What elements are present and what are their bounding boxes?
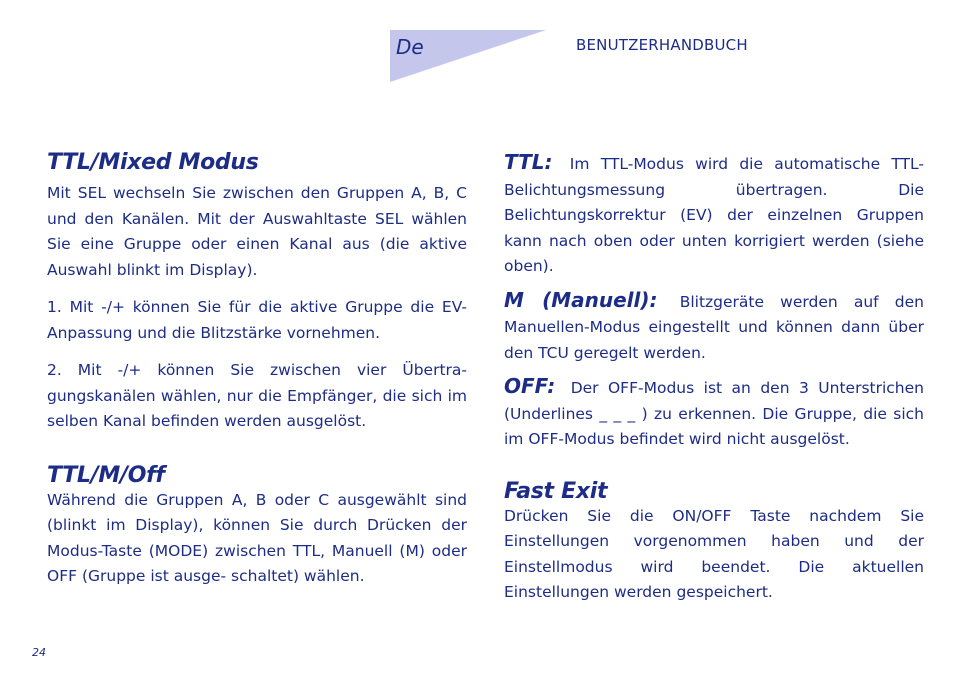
paragraph-fast-exit: Drücken Sie die ON/OFF Taste nachdem Sie Einstellungen vorgenommen haben und der Einstellmodus wird beendet. Die aktuellen Einstellungen werden gespeichert. xyxy=(504,506,924,601)
paragraph-ttl xyxy=(504,150,924,280)
paragraph-off xyxy=(504,374,924,453)
right-column xyxy=(504,150,924,606)
left-column xyxy=(47,150,467,590)
section-heading-fast-exit: Fast Exit xyxy=(504,478,608,504)
paragraph-sel: Mit SEL wechseln Sie zwischen den Gruppen A, B, C und den Kanälen. Mit der Auswahltaste SEL wählen Sie eine Gruppe oder einen Kanal aus (die aktive Auswahl blinkt im Display). xyxy=(47,184,467,279)
paragraph-step-1: 1. Mit -/+ können Sie für die aktive Gruppe die EV-Anpassung und die Blitzstärke vornehmen. xyxy=(47,298,467,342)
paragraph-mode-key: Während die Gruppen A, B oder C ausgewählt sind (blinkt im Display), können Sie durch Drücken der Modus-Taste (MODE) zwischen TTL, Manuell (M) oder OFF (Gruppe ist ausge- schaltet) wählen. xyxy=(47,490,467,585)
section-heading-ttl-mixed: TTL/Mixed Modus xyxy=(47,150,259,175)
paragraph-manual xyxy=(504,288,924,367)
lead-ttl: TTL: xyxy=(504,150,553,174)
manual-title: BENUTZERHANDBUCH xyxy=(576,36,748,54)
text-ttl: Im TTL-Modus wird die automatische TTL-Belichtungsmessung übertragen. Die Belichtungskorrektur (EV) der einzelnen Gruppen kann nach oben oder unten korrigiert werden (siehe oben). xyxy=(504,155,924,275)
paragraph-step-2: 2. Mit -/+ können Sie zwischen vier Übertra- gungskanälen wählen, nur die Empfänger, die sich im selben Kanal befinden werden ausgelöst. xyxy=(47,361,467,430)
lead-manual: M (Manuell): xyxy=(504,287,658,312)
lead-off: OFF: xyxy=(504,374,556,398)
language-label: De xyxy=(396,35,424,59)
text-off: Der OFF-Modus ist an den 3 Unterstrichen (Underlines _ _ _ ) zu erkennen. Die Gruppe, die sich im OFF-Modus befindet wird nicht ausgelöst. xyxy=(504,379,924,448)
section-heading-ttl-m-off: TTL/M/Off xyxy=(47,462,165,488)
page-number: 24 xyxy=(32,646,46,659)
text-manual: Blitzgeräte werden auf den Manuellen-Modus eingestellt und können dann über den TCU geregelt werden. xyxy=(504,292,924,362)
